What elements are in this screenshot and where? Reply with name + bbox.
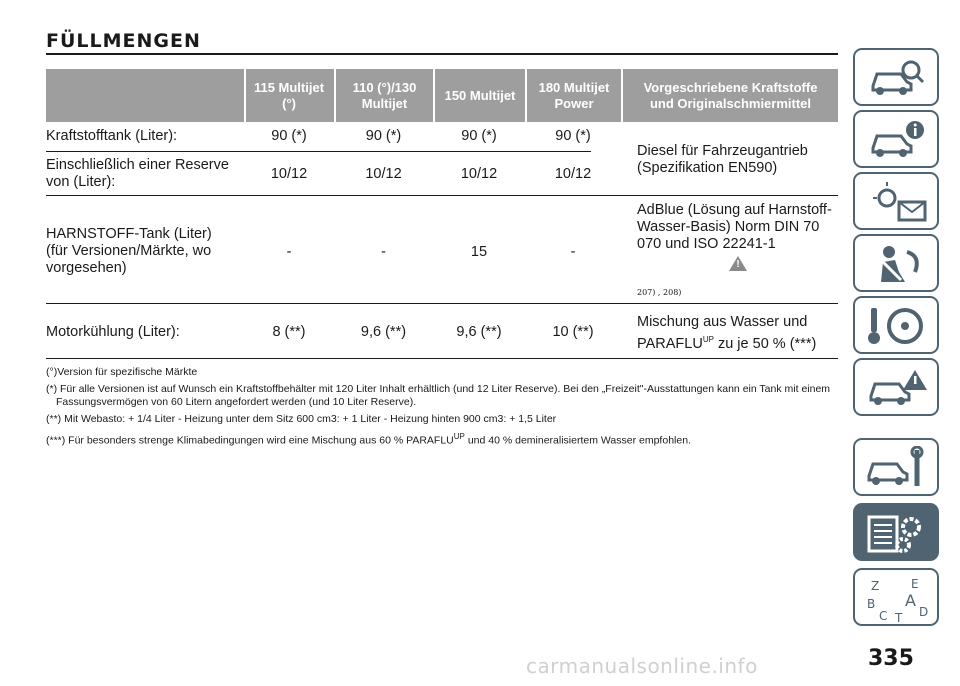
svg-text:A: A — [905, 591, 916, 610]
tab-car-search[interactable] — [853, 48, 939, 106]
row-divider — [46, 195, 838, 196]
watermark: carmanualsonline.info — [526, 654, 758, 678]
capacities-table — [46, 69, 838, 352]
car-warning-icon — [865, 366, 929, 410]
urea-tank-115: - — [286, 244, 292, 260]
coolant-110-130: 9,6 (**) — [360, 324, 407, 340]
svg-text:E: E — [911, 577, 919, 591]
row-divider — [46, 151, 591, 152]
fuel-tank-150: 90 (*) — [461, 128, 497, 144]
coolant-115: 8 (**) — [272, 324, 306, 340]
table-header — [46, 69, 838, 122]
fuel-tank-180: 90 (*) — [555, 128, 591, 144]
car-wrench-icon — [865, 446, 929, 490]
tab-car-warning[interactable] — [853, 358, 939, 416]
reserve-label: Einschließlich einer Reserve von (Liter): — [46, 157, 229, 190]
car-search-icon — [865, 56, 929, 100]
urea-tank-150: 15 — [470, 244, 488, 260]
tab-alphabet-index[interactable] — [853, 568, 939, 626]
tab-car-wrench[interactable] — [853, 438, 939, 496]
adblue-spec: AdBlue (Lösung auf Harnstoff- Wasser-Basis) Norm DIN 70 070 und ISO 22241-1 — [637, 202, 832, 252]
footnote-version: (°)Version für spezifische Märkte — [46, 366, 198, 378]
fuel-spec: Diesel für Fahrzeugantrieb (Spezifikation EN590) — [637, 143, 808, 176]
tab-specs-gears[interactable] — [853, 503, 939, 561]
footnote-paraflu: (***) Für besonders strenge Klimabedingungen wird eine Mischung aus 60 % $PARAFLU^{UP}$ und 40 % demineralisiertem Wasser empfohlen. — [46, 432, 691, 447]
col-header-150: 150 Multijet — [444, 87, 516, 103]
fuel-tank-110-130: 90 (*) — [365, 128, 402, 144]
fuel-tank-115: 90 (*) — [271, 128, 307, 144]
warning-mark: ! — [736, 259, 740, 270]
tab-car-info[interactable] — [853, 110, 939, 168]
col-header-110-130: 110 (°)/130 Multijet — [352, 79, 417, 111]
fuel-tank-label: Kraftstofftank (Liter): — [46, 128, 178, 144]
page-title: FÜLLMENGEN — [46, 30, 201, 52]
reserve-110-130: 10/12 — [365, 166, 402, 182]
urea-tank-110-130: - — [381, 244, 386, 260]
tab-lights-message[interactable] — [853, 172, 939, 230]
coolant-150: 9,6 (**) — [456, 324, 502, 340]
table-bottom-rule — [46, 358, 838, 359]
footnote-webasto: (**) Mit Webasto: + 1/4 Liter - Heizung unter dem Sitz 600 cm3: + 1 Liter - Heizung hinten 900 cm3: + 1,5 Liter — [46, 413, 557, 425]
coolant-spec: Mischung aus Wasser und $PARAFLU^{UP}$ zu je 50 % (***) — [637, 314, 817, 352]
warning-refs[interactable]: 207) , 208) — [637, 288, 682, 297]
row-divider — [46, 303, 838, 304]
car-info-icon — [865, 118, 929, 162]
alphabet-index-icon — [865, 576, 929, 624]
col-header-115: 115 Multijet (°) — [253, 79, 325, 111]
urea-tank-180: - — [570, 244, 576, 260]
svg-text:C: C — [879, 609, 888, 623]
reserve-180: 10/12 — [554, 166, 592, 182]
svg-text:D: D — [919, 605, 929, 619]
reserve-150: 10/12 — [460, 166, 498, 182]
footnote-fuel-tank: (*) Für alle Versionen ist auf Wunsch ein Kraftstoffbehälter mit 120 Liter Inhalt erhältlich (und 12 Liter Reserve). Bei den „Freizeit"-Ausstattungen kann ein Tank mit einem Fassungsvermögen von 60 Litern angefordert werden (und 10 Liter Reserve). — [46, 383, 831, 408]
footnotes — [46, 366, 838, 452]
svg-text:T: T — [895, 611, 903, 624]
specs-gears-icon — [865, 511, 929, 559]
svg-text:B: B — [867, 597, 876, 611]
svg-text:Z: Z — [871, 579, 880, 593]
tab-seatbelt-airbag[interactable] — [853, 234, 939, 292]
reserve-115: 10/12 — [270, 166, 308, 182]
urea-tank-label: HARNSTOFF-Tank (Liter) (für Versionen/Märkte, wo vorgesehen) — [46, 226, 212, 276]
page-number: 335 — [868, 646, 914, 671]
seatbelt-airbag-icon — [865, 242, 929, 286]
title-rule — [46, 53, 838, 55]
coolant-180: 10 (**) — [552, 324, 594, 340]
tab-steering-key[interactable] — [853, 296, 939, 354]
lights-message-icon — [865, 180, 929, 224]
col-header-180: 180 Multijet Power — [538, 79, 610, 111]
coolant-label: Motorkühlung (Liter): — [46, 324, 180, 340]
col-header-fluids: Vorgeschriebene Kraftstoffe und Originalschmiermittel — [643, 79, 818, 111]
steering-wheel-key-icon — [865, 304, 929, 348]
